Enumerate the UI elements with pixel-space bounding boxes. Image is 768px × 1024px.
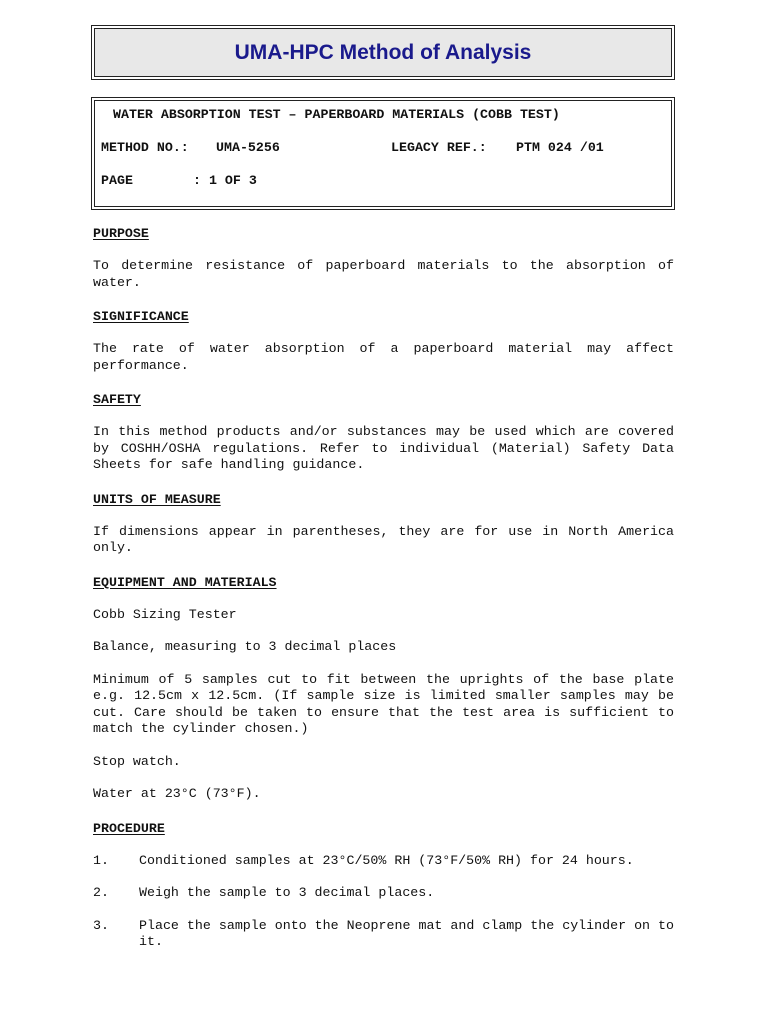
document-title: UMA-HPC Method of Analysis bbox=[234, 40, 532, 64]
step-number: 1. bbox=[93, 852, 109, 868]
significance-heading: SIGNIFICANCE bbox=[93, 309, 189, 324]
page-value: : 1 OF 3 bbox=[193, 173, 257, 188]
legacy-value: PTM 024 /01 bbox=[516, 140, 604, 155]
procedure-step bbox=[93, 885, 674, 902]
equipment-item: Cobb Sizing Tester bbox=[93, 606, 237, 622]
test-name: WATER ABSORPTION TEST – PAPERBOARD MATERIALS (COBB TEST) bbox=[113, 107, 560, 122]
step-text: Place the sample onto the Neoprene mat and clamp the cylinder on to it. bbox=[139, 917, 674, 949]
method-value: UMA-5256 bbox=[216, 140, 280, 155]
equipment-item: Stop watch. bbox=[93, 753, 181, 769]
step-text: Conditioned samples at 23°C/50% RH (73°F/50% RH) for 24 hours. bbox=[139, 852, 634, 868]
safety-text: In this method products and/or substances may be used which are covered by COSHH/OSHA regulations. Refer to individual (Material) Safety Data Sheets for safe handling guidance. bbox=[93, 424, 674, 472]
procedure-step bbox=[93, 853, 674, 870]
method-header-box bbox=[91, 97, 675, 210]
equipment-heading: EQUIPMENT AND MATERIALS bbox=[93, 574, 277, 590]
title-banner bbox=[94, 28, 672, 77]
method-header-inner bbox=[94, 100, 672, 207]
purpose-text: To determine resistance of paperboard materials to the absorption of water. bbox=[93, 258, 674, 290]
significance-text: The rate of water absorption of a paperboard material may affect performance. bbox=[93, 341, 674, 373]
procedure-step bbox=[93, 918, 674, 951]
legacy-label: LEGACY REF.: bbox=[391, 140, 487, 155]
step-text: Weigh the sample to 3 decimal places. bbox=[139, 885, 435, 900]
purpose-heading: PURPOSE bbox=[93, 226, 149, 241]
safety-heading: SAFETY bbox=[93, 392, 141, 407]
step-number: 2. bbox=[93, 885, 109, 900]
step-number: 3. bbox=[93, 917, 109, 933]
title-box bbox=[91, 25, 675, 80]
equipment-item: Minimum of 5 samples cut to fit between the uprights of the base plate e.g. 12.5cm x 12.5cm. (If sample size is limited smaller samples may be cut. Care should be taken to ensure that the test area is sufficient to match the cylinder chosen.) bbox=[93, 671, 674, 736]
page-label: PAGE bbox=[101, 173, 133, 188]
units-heading: UNITS OF MEASURE bbox=[93, 491, 221, 507]
method-label: METHOD NO.: bbox=[101, 140, 189, 155]
equipment-item: Balance, measuring to 3 decimal places bbox=[93, 639, 397, 654]
document-body bbox=[93, 224, 674, 951]
equipment-item: Water at 23°C (73°F). bbox=[93, 786, 261, 801]
units-text: If dimensions appear in parentheses, they are for use in North America only. bbox=[93, 523, 674, 555]
procedure-heading: PROCEDURE bbox=[93, 820, 165, 836]
